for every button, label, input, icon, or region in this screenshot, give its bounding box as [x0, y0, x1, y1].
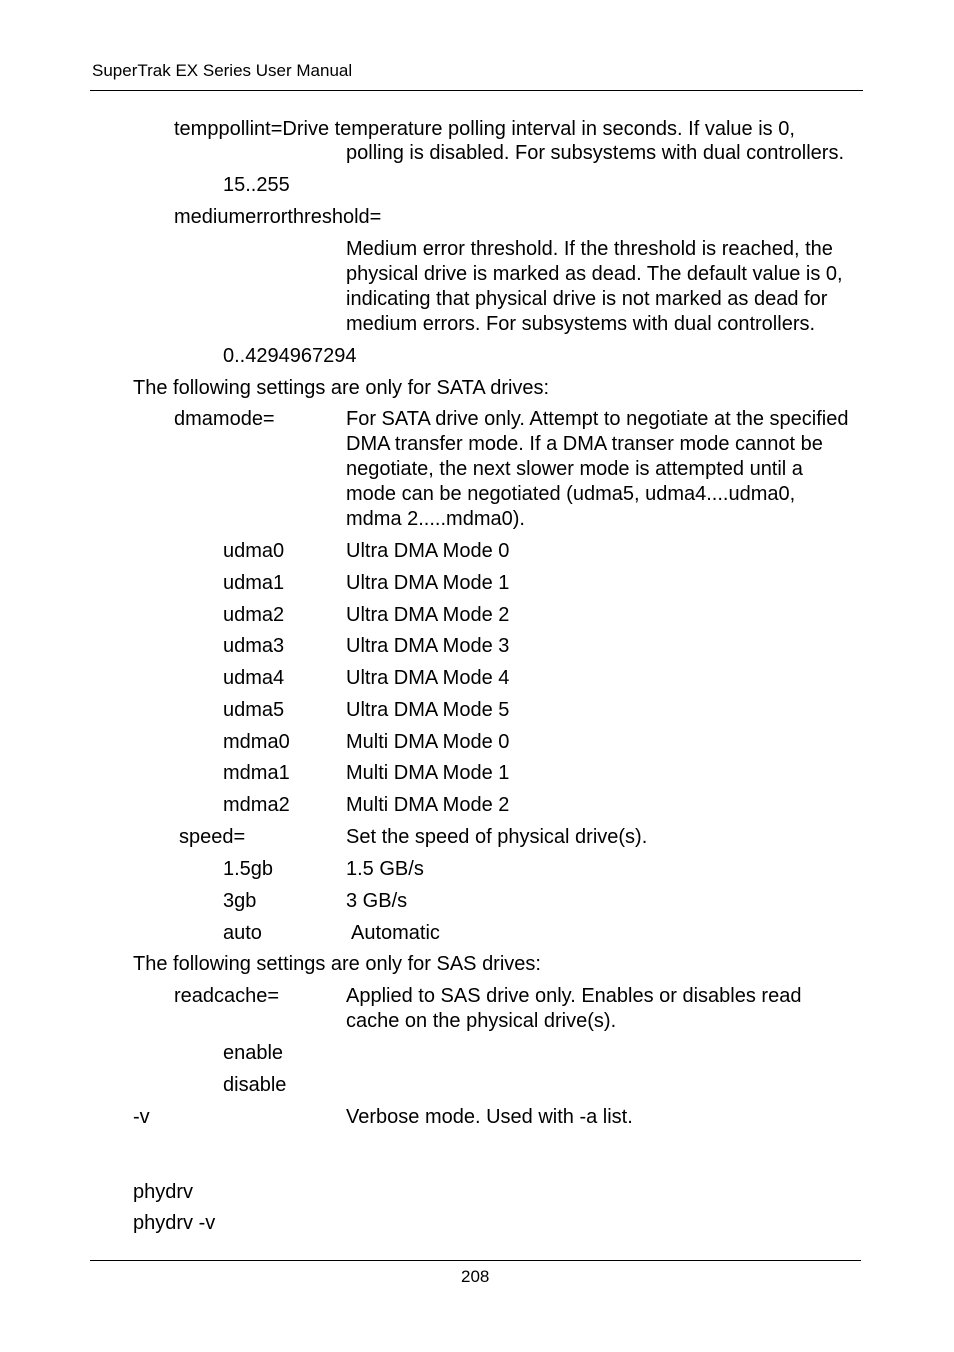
mediumerror-desc-2: physical drive is marked as dead. The default value is 0,: [346, 263, 843, 285]
speed-desc: Set the speed of physical drive(s).: [346, 826, 648, 848]
dma-option-name: udma2: [223, 604, 285, 626]
dmamode-key: dmamode=: [174, 408, 275, 430]
dmamode-desc-5: mdma 2.....mdma0).: [346, 508, 525, 530]
dma-option-desc: Multi DMA Mode 2: [346, 794, 510, 816]
speed-key: speed=: [179, 826, 246, 848]
dmamode-desc-2: DMA transfer mode. If a DMA transer mode cannot be: [346, 433, 823, 455]
mediumerror-desc-3: indicating that physical drive is not marked as dead for: [346, 288, 828, 310]
temppollint-line1: temppollint=Drive temperature polling interval in seconds. If value is 0,: [174, 118, 795, 140]
dma-option-name: udma0: [223, 540, 285, 562]
dma-option-desc: Ultra DMA Mode 4: [346, 667, 510, 689]
dma-option-name: udma5: [223, 699, 285, 721]
header-rule: [90, 90, 863, 91]
footer-rule: [90, 1260, 861, 1261]
dma-option-name: mdma0: [223, 731, 290, 753]
speed-option-desc: 3 GB/s: [346, 890, 408, 912]
dma-option-desc: Multi DMA Mode 0: [346, 731, 510, 753]
mediumerror-key: mediumerrorthreshold=: [174, 206, 382, 228]
dma-option-name: mdma1: [223, 762, 290, 784]
sas-heading: The following settings are only for SAS drives:: [133, 953, 541, 975]
readcache-desc-1: Applied to SAS drive only. Enables or disables read: [346, 985, 802, 1007]
dma-option-name: udma4: [223, 667, 285, 689]
page-header-title: SuperTrak EX Series User Manual: [92, 61, 353, 80]
dma-option-desc: Ultra DMA Mode 0: [346, 540, 510, 562]
speed-option-desc: 1.5 GB/s: [346, 858, 424, 880]
readcache-desc-2: cache on the physical drive(s).: [346, 1010, 617, 1032]
dma-option-name: mdma2: [223, 794, 290, 816]
dma-option-desc: Ultra DMA Mode 3: [346, 635, 510, 657]
dmamode-desc-4: mode can be negotiated (udma5, udma4....udma0,: [346, 483, 796, 505]
verbose-desc: Verbose mode. Used with -a list.: [346, 1106, 633, 1128]
dma-option-name: udma3: [223, 635, 285, 657]
page-number: 208: [461, 1267, 490, 1286]
verbose-key: -v: [133, 1106, 150, 1128]
mediumerror-desc-1: Medium error threshold. If the threshold is reached, the: [346, 238, 833, 260]
dmamode-desc-3: negotiate, the next slower mode is attempted until a: [346, 458, 803, 480]
mediumerror-desc-4: medium errors. For subsystems with dual controllers.: [346, 313, 816, 335]
speed-option-desc: Automatic: [351, 922, 440, 944]
temppollint-range: 15..255: [223, 174, 290, 196]
example-command: phydrv: [133, 1181, 194, 1203]
readcache-option: disable: [223, 1074, 287, 1096]
dma-option-name: udma1: [223, 572, 285, 594]
dmamode-desc-1: For SATA drive only. Attempt to negotiate at the specified: [346, 408, 849, 430]
dma-option-desc: Multi DMA Mode 1: [346, 762, 510, 784]
readcache-option: enable: [223, 1042, 284, 1064]
dma-option-desc: Ultra DMA Mode 2: [346, 604, 510, 626]
mediumerror-range: 0..4294967294: [223, 345, 357, 367]
example-command: phydrv -v: [133, 1212, 216, 1234]
dma-option-desc: Ultra DMA Mode 5: [346, 699, 510, 721]
readcache-key: readcache=: [174, 985, 280, 1007]
temppollint-line2: polling is disabled. For subsystems with dual controllers.: [346, 142, 844, 164]
dma-option-desc: Ultra DMA Mode 1: [346, 572, 510, 594]
speed-option-name: 3gb: [223, 890, 257, 912]
sata-heading: The following settings are only for SATA drives:: [133, 377, 550, 399]
speed-option-name: 1.5gb: [223, 858, 274, 880]
speed-option-name: auto: [223, 922, 262, 944]
